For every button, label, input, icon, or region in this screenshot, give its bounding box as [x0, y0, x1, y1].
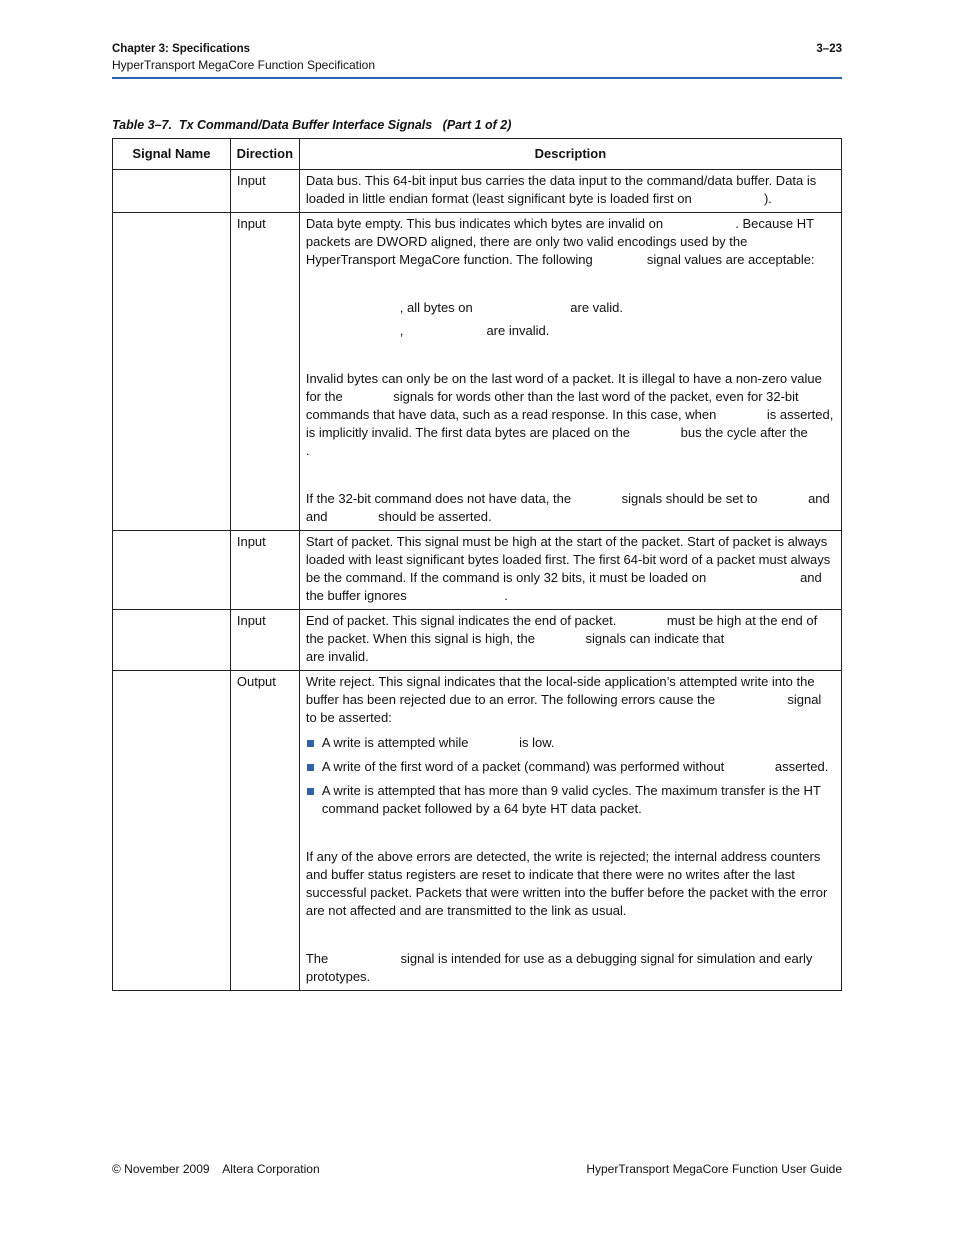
- table-row: [113, 531, 842, 610]
- bullet-square-icon: [307, 740, 314, 747]
- document-subtitle: HyperTransport MegaCore Function Specification: [112, 58, 376, 72]
- description-text: Invalid bytes can only be on the last word of a packet. It is illegal to have a non-zero value for the signals for words other than the last word of the packet, even for 32-bit commands that have data, such as a read response. In this case, when is asserted, is implicitly invalid. The first data bytes are placed on the bus the cycle after the .: [305, 371, 928, 458]
- description-text: End of packet. This signal indicates the end of packet. must be high at the end of the packet. When this signal is high, the signals can indicate that are invalid.: [305, 613, 821, 664]
- signal-name-cell: [113, 671, 231, 991]
- table-row: [113, 610, 842, 671]
- table-caption: Table 3–7. Tx Command/Data Buffer Interface Signals (Part 1 of 2): [112, 118, 512, 132]
- bullet-text: A write of the first word of a packet (command) was performed without asserted.: [321, 759, 829, 774]
- signal-name-cell: [113, 531, 231, 610]
- table-row: [113, 671, 842, 991]
- description-cell: [299, 170, 841, 213]
- bullet-text: A write is attempted while is low.: [321, 735, 555, 750]
- description-text: Data byte empty. This bus indicates which bytes are invalid on . Because HT packets are DWORD aligned, there are only two valid encodings used by the HyperTransport MegaCore function. The following signal values are acceptable:: [305, 216, 818, 267]
- description-text: The signal is intended for use as a debugging signal for simulation and early prototypes.: [305, 951, 817, 984]
- signal-name-cell: [113, 610, 231, 671]
- header-rule: [112, 77, 842, 79]
- signal-name-cell: [113, 213, 231, 531]
- table-row: [113, 170, 842, 213]
- direction-cell: Input: [230, 610, 299, 671]
- table-row: [113, 213, 842, 531]
- description-text: Start of packet. This signal must be high at the start of the packet. Start of packet is always loaded with least significant bytes loaded first. The first 64-bit word of a packet must always be the command. If the command is only 32 bits, it must be loaded on and the buffer ignores .: [305, 534, 834, 603]
- signals-table: [112, 138, 928, 991]
- bullet-text: A write is attempted that has more than 9 valid cycles. The maximum transfer is the HT command packet followed by a 64 byte HT data packet.: [321, 783, 825, 816]
- description-text: , all bytes on are valid.: [305, 300, 624, 315]
- description-text: Data bus. This 64-bit input bus carries the data input to the command/data buffer. Data is loaded in little endian format (least significant byte is loaded first on ).: [305, 173, 820, 206]
- description-text: , are invalid.: [305, 323, 550, 338]
- column-header-direction: Direction: [230, 139, 299, 170]
- footer-copyright: © November 2009 Altera Corporation: [112, 1162, 320, 1176]
- description-cell: [299, 610, 841, 671]
- bullet-square-icon: [307, 764, 314, 771]
- description-cell: [299, 213, 928, 531]
- bullet-item: [306, 782, 835, 818]
- bullet-item: [306, 758, 835, 776]
- direction-cell: Input: [230, 170, 299, 213]
- signal-name-cell: [113, 170, 231, 213]
- column-header-description: Description: [299, 139, 841, 170]
- description-cell: [299, 671, 841, 991]
- table-header-row: [113, 139, 842, 170]
- column-header-signal-name: Signal Name: [113, 139, 231, 170]
- bullet-square-icon: [307, 788, 314, 795]
- description-text: If any of the above errors are detected, the write is rejected; the internal address counters and buffer status registers are reset to indicate that there were no writes after the last successful packet. Packets that were written into the buffer before the packet with the error are not affected and are transmitted to the link as usual.: [305, 849, 831, 918]
- description-cell: [299, 531, 841, 610]
- bullet-item: [306, 734, 835, 752]
- direction-cell: Output: [230, 671, 299, 991]
- description-text: If the 32-bit command does not have data, the signals should be set to and and should be asserted.: [305, 491, 881, 524]
- description-text: Write reject. This signal indicates that the local-side application’s attempted write into the buffer has been rejected due to an error. The following errors cause the signal to be asserted:: [305, 674, 825, 725]
- direction-cell: Input: [230, 531, 299, 610]
- direction-cell: Input: [230, 213, 299, 531]
- page-number: 3–23: [816, 43, 842, 55]
- chapter-heading: Chapter 3: Specifications: [112, 43, 251, 55]
- footer-guide-title: HyperTransport MegaCore Function User Guide: [586, 1162, 842, 1176]
